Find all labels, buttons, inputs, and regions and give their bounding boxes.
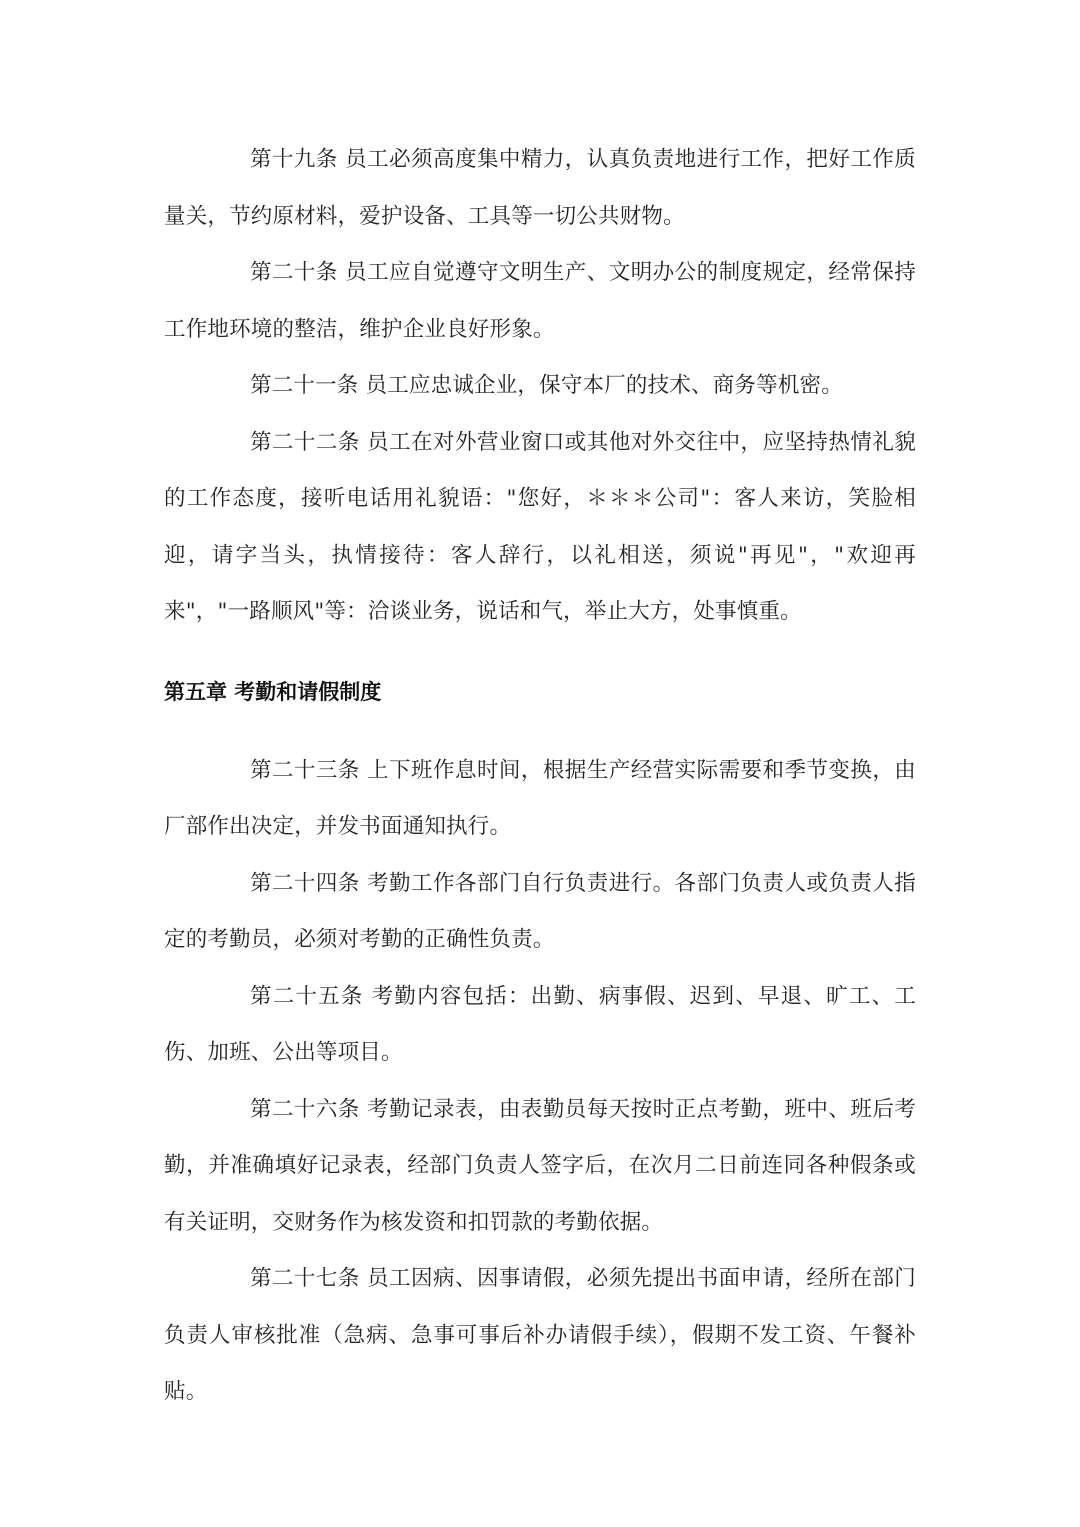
article-20: 第二十条 员工应自觉遵守文明生产、文明办公的制度规定，经常保持工作地环境的整洁，维护企业良好形象。 (164, 260, 916, 342)
article-25: 第二十五条 考勤内容包括：出勤、病事假、迟到、早退、旷工、工伤、加班、公出等项目。 (164, 983, 916, 1065)
document-body (164, 132, 916, 1421)
article-24: 第二十四条 考勤工作各部门自行负责进行。各部门负责人或负责人指定的考勤员，必须对考勤的正确性负责。 (164, 870, 916, 952)
article-21: 第二十一条 员工应忠诚企业，保守本厂的技术、商务等机密。 (250, 373, 843, 398)
article-19: 第十九条 员工必须高度集中精力，认真负责地进行工作，把好工作质量关，节约原材料，爱护设备、工具等一切公共财物。 (164, 147, 916, 229)
article-27: 第二十七条 员工因病、因事请假，必须先提出书面申请，经所在部门负责人审核批准（急病、急事可事后补办请假手续），假期不发工资、午餐补贴。 (164, 1266, 916, 1404)
article-26: 第二十六条 考勤记录表，由表勤员每天按时正点考勤，班中、班后考勤，并准确填好记录表，经部门负责人签字后，在次月二日前连同各种假条或有关证明，交财务作为核发资和扣罚款的考勤依据。 (164, 1096, 916, 1235)
article-23: 第二十三条 上下班作息时间，根据生产经营实际需要和季节变换，由厂部作出决定，并发书面通知执行。 (164, 757, 916, 839)
chapter-heading: 第五章 考勤和请假制度 (164, 679, 382, 704)
article-22: 第二十二条 员工在对外营业窗口或其他对外交往中，应坚持热情礼貌的工作态度，接听电话用礼貌语："您好，＊＊＊公司"：客人来访，笑脸相迎，请字当头，执情接待：客人辞行，以礼相送，须说"再见"，"欢迎再来"，"一路顺风"等：洽谈业务，说话和气，举止大方，处事慎重。 (164, 429, 916, 624)
